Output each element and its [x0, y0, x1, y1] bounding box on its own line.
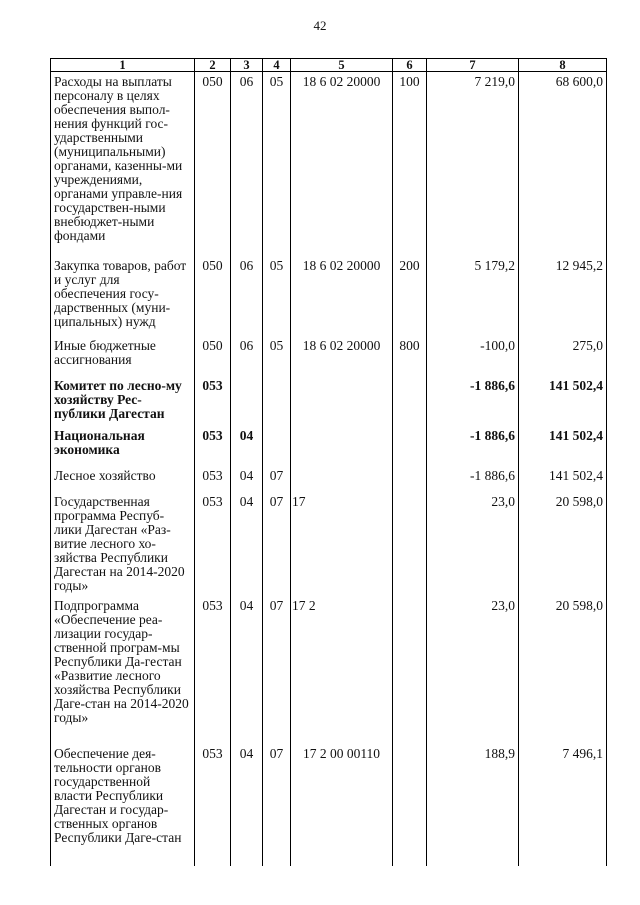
table-row [51, 466, 607, 492]
cell-amount-total: 68 600,0 [519, 72, 607, 256]
table-row [51, 492, 607, 596]
table-row [51, 596, 607, 744]
cell-amount-change: 23,0 [427, 492, 519, 596]
column-header-6: 6 [393, 59, 427, 72]
cell-amount-total: 7 496,1 [519, 744, 607, 866]
cell-ministry-code: 050 [195, 72, 231, 256]
table-header-row [51, 59, 607, 72]
cell-section: 04 [231, 466, 263, 492]
cell-ministry-code: 053 [195, 426, 231, 466]
cell-section [231, 376, 263, 426]
row-description: Закупка товаров, работ и услуг для обеспечения госу-дарственных (муни-ципальных) нужд [51, 256, 195, 336]
table-row [51, 256, 607, 336]
cell-amount-total: 20 598,0 [519, 596, 607, 744]
cell-subsection: 07 [263, 492, 291, 596]
cell-expense-type [393, 492, 427, 596]
table-row [51, 376, 607, 426]
cell-ministry-code: 053 [195, 492, 231, 596]
row-description: Иные бюджетные ассигнования [51, 336, 195, 376]
row-description: Государственная программа Респуб-лики Дагестан «Раз-витие лесного хо-зяйства Республики Дагестан на 2014-2020 годы» [51, 492, 195, 596]
cell-subsection [263, 426, 291, 466]
cell-target-article [291, 426, 393, 466]
cell-amount-change: -1 886,6 [427, 466, 519, 492]
cell-target-article: 17 2 00 00110 [291, 744, 393, 866]
row-description: Комитет по лесно-му хозяйству Рес-публики Дагестан [51, 376, 195, 426]
table-row [51, 72, 607, 256]
cell-expense-type: 200 [393, 256, 427, 336]
cell-amount-change: 188,9 [427, 744, 519, 866]
cell-subsection: 05 [263, 336, 291, 376]
cell-target-article: 18 6 02 20000 [291, 256, 393, 336]
cell-amount-change: -1 886,6 [427, 376, 519, 426]
table-row [51, 744, 607, 866]
cell-section: 06 [231, 256, 263, 336]
cell-section: 04 [231, 426, 263, 466]
cell-amount-total: 141 502,4 [519, 376, 607, 426]
cell-amount-change: -100,0 [427, 336, 519, 376]
column-header-1: 1 [51, 59, 195, 72]
cell-ministry-code: 053 [195, 596, 231, 744]
column-header-2: 2 [195, 59, 231, 72]
cell-amount-total: 12 945,2 [519, 256, 607, 336]
cell-target-article: 17 2 [291, 596, 393, 744]
column-header-8: 8 [519, 59, 607, 72]
cell-amount-change: 23,0 [427, 596, 519, 744]
cell-target-article: 17 [291, 492, 393, 596]
table-row [51, 336, 607, 376]
row-description: Расходы на выплаты персоналу в целях обеспечения выпол-нения функций гос-ударственными (муниципальными) органами, казенны-ми учреждениями, органами управле-ния государствен-ными внебюджет-ными фондами [51, 72, 195, 256]
cell-section: 06 [231, 72, 263, 256]
cell-amount-change: 7 219,0 [427, 72, 519, 256]
cell-ministry-code: 050 [195, 336, 231, 376]
column-header-7: 7 [427, 59, 519, 72]
cell-subsection: 05 [263, 256, 291, 336]
cell-target-article: 18 6 02 20000 [291, 72, 393, 256]
cell-subsection [263, 376, 291, 426]
cell-amount-total: 20 598,0 [519, 492, 607, 596]
cell-ministry-code: 053 [195, 376, 231, 426]
budget-table [50, 58, 607, 866]
cell-expense-type [393, 426, 427, 466]
cell-ministry-code: 050 [195, 256, 231, 336]
cell-expense-type [393, 744, 427, 866]
row-description: Национальная экономика [51, 426, 195, 466]
cell-subsection: 07 [263, 744, 291, 866]
cell-ministry-code: 053 [195, 744, 231, 866]
cell-expense-type: 100 [393, 72, 427, 256]
cell-section: 04 [231, 492, 263, 596]
column-header-5: 5 [291, 59, 393, 72]
cell-amount-change: 5 179,2 [427, 256, 519, 336]
cell-amount-total: 275,0 [519, 336, 607, 376]
cell-ministry-code: 053 [195, 466, 231, 492]
cell-target-article [291, 466, 393, 492]
page-number: 42 [313, 18, 327, 33]
cell-subsection: 05 [263, 72, 291, 256]
cell-amount-total: 141 502,4 [519, 426, 607, 466]
row-description: Лесное хозяйство [51, 466, 195, 492]
cell-target-article [291, 376, 393, 426]
cell-section: 04 [231, 744, 263, 866]
cell-subsection: 07 [263, 596, 291, 744]
cell-target-article: 18 6 02 20000 [291, 336, 393, 376]
cell-subsection: 07 [263, 466, 291, 492]
cell-amount-total: 141 502,4 [519, 466, 607, 492]
cell-amount-change: -1 886,6 [427, 426, 519, 466]
row-description: Подпрограмма «Обеспечение реа-лизации государ-ственной програм-мы Республики Да-гестан «Развитие лесного хозяйства Республики Даге-стан на 2014-2020 годы» [51, 596, 195, 744]
cell-expense-type [393, 376, 427, 426]
row-description: Обеспечение дея-тельности органов государственной власти Республики Дагестан и государ-ственных органов Республики Даге-стан [51, 744, 195, 866]
table-row [51, 426, 607, 466]
column-header-3: 3 [231, 59, 263, 72]
cell-expense-type [393, 596, 427, 744]
cell-section: 06 [231, 336, 263, 376]
column-header-4: 4 [263, 59, 291, 72]
cell-section: 04 [231, 596, 263, 744]
cell-expense-type: 800 [393, 336, 427, 376]
cell-expense-type [393, 466, 427, 492]
